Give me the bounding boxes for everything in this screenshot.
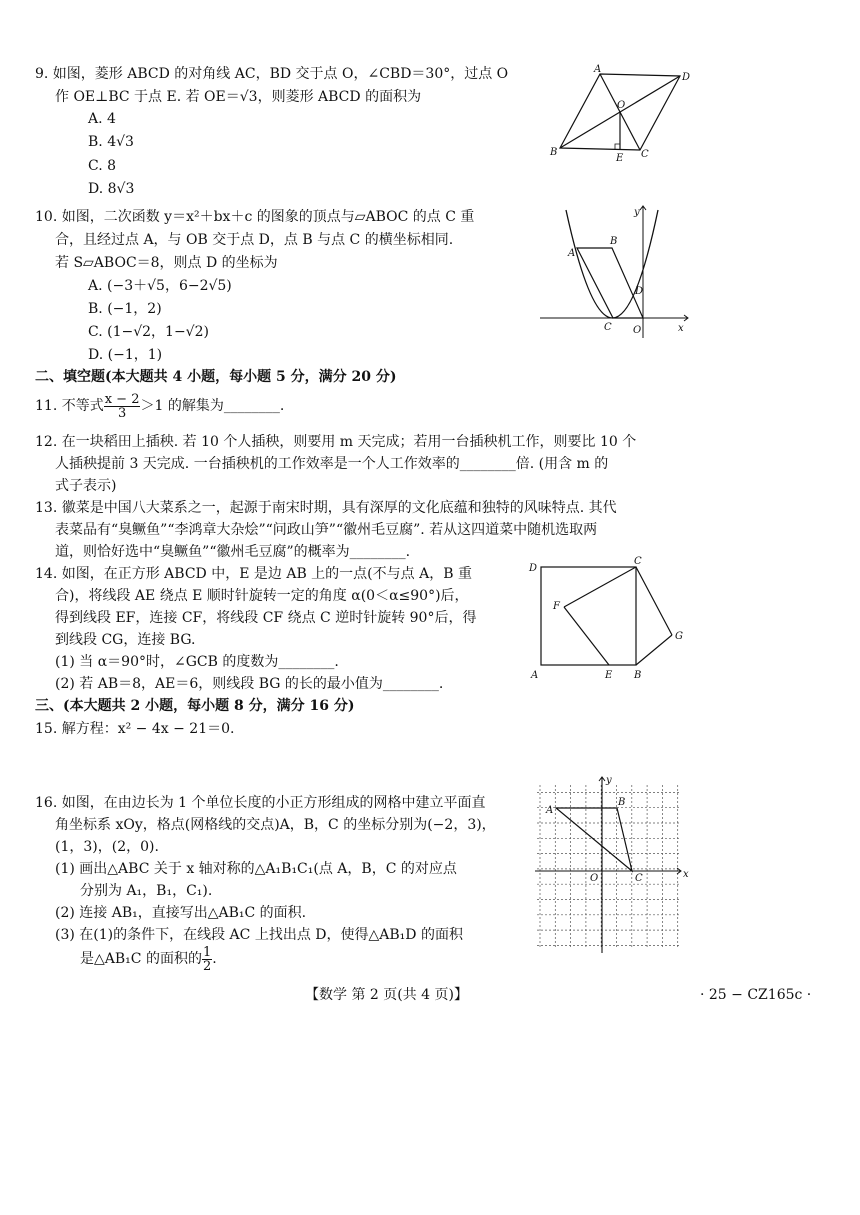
parallelogram-aboc bbox=[577, 248, 643, 318]
q10-option-d: D. (−1，1) bbox=[88, 347, 163, 363]
label-b: B bbox=[610, 236, 618, 247]
label-c: C bbox=[635, 873, 643, 884]
right-angle-mark bbox=[615, 144, 620, 149]
q16-part3-line2 bbox=[80, 944, 217, 974]
section-2-heading: 二、填空题(本大题共 4 小题，每小题 5 分，满分 20 分) bbox=[35, 369, 397, 385]
q16-half-numerator: 1 bbox=[202, 944, 212, 960]
square-abcd bbox=[541, 567, 636, 665]
q9-option-b: B. 4√3 bbox=[88, 134, 134, 150]
q14-line4: 到线段 CG，连接 BG. bbox=[55, 632, 196, 648]
label-f: F bbox=[553, 601, 560, 612]
q14-part1: (1) 当 α＝90°时，∠GCB 的度数为________. bbox=[55, 654, 339, 670]
q14-square-figure bbox=[525, 555, 695, 685]
label-b: B bbox=[618, 797, 626, 808]
label-o: O bbox=[590, 873, 599, 884]
q16-part3-line1: (3) 在(1)的条件下，在线段 AC 上找出点 D，使得△AB₁D 的面积 bbox=[55, 927, 463, 943]
q11-suffix: ＞1 的解集为________. bbox=[140, 398, 285, 414]
q11-prefix: 11. 不等式 bbox=[35, 398, 104, 414]
label-o: O bbox=[617, 100, 626, 111]
label-b: B bbox=[550, 147, 558, 158]
q13-line1: 13. 徽菜是中国八大菜系之一，起源于南宋时期，具有深厚的文化底蕴和独特的风味特点. 其代 bbox=[35, 500, 617, 516]
q10-option-a: A. (−3＋√5，6−2√5) bbox=[88, 278, 232, 294]
q15-line: 15. 解方程：x² − 4x − 21＝0. bbox=[35, 721, 235, 737]
q10-parabola-figure bbox=[540, 200, 700, 340]
q9-option-c: C. 8 bbox=[88, 158, 117, 174]
q12-line3: 式子表示) bbox=[55, 478, 117, 494]
q14-line1: 14. 如图，在正方形 ABCD 中，E 是边 AB 上的一点(不与点 A，B 重 bbox=[35, 566, 472, 582]
label-x: x bbox=[678, 323, 684, 334]
q10-stem-line2: 合，且经过点 A，与 OB 交于点 D，点 B 与点 C 的横坐标相同. bbox=[55, 232, 454, 248]
label-d: D bbox=[635, 286, 644, 297]
q16-part3-prefix: 是△AB₁C 的面积的 bbox=[80, 951, 202, 967]
q10-option-b: B. (−1，2) bbox=[88, 301, 162, 317]
q9-option-a: A. 4 bbox=[88, 111, 116, 127]
label-b: B bbox=[634, 670, 642, 681]
footer-page-info: 【数学 第 2 页(共 4 页)】 bbox=[305, 987, 468, 1003]
q11-denominator: 3 bbox=[117, 405, 127, 421]
q11-fraction bbox=[104, 393, 141, 420]
q16-part3-suffix: . bbox=[212, 951, 217, 967]
label-d: D bbox=[682, 72, 691, 83]
q12-line2: 人插秧提前 3 天完成. 一台插秧机的工作效率是一个人工作效率的________倍. (用含 m 的 bbox=[55, 456, 609, 472]
q12-line1: 12. 在一块稻田上插秧. 若 10 个人插秧，则要用 m 天完成；若用一台插秧机工作，则要比 10 个 bbox=[35, 434, 637, 450]
q9-rhombus-figure bbox=[540, 60, 700, 170]
segment-cg bbox=[636, 567, 672, 635]
label-c: C bbox=[641, 149, 649, 160]
label-a: A bbox=[594, 64, 602, 75]
q13-line3: 道，则恰好选中“臭鳜鱼”“徽州毛豆腐”的概率为________. bbox=[55, 544, 411, 560]
label-a: A bbox=[531, 670, 539, 681]
label-g: G bbox=[675, 631, 683, 642]
q16-part1-line2: 分别为 A₁，B₁，C₁). bbox=[80, 883, 213, 899]
q10-stem-line3: 若 S▱ABOC＝8，则点 D 的坐标为 bbox=[55, 255, 278, 271]
label-o: O bbox=[633, 325, 642, 336]
q14-line2: 合)，将线段 AE 绕点 E 顺时针旋转一定的角度 α(0＜α≤90°)后， bbox=[55, 588, 469, 604]
label-d: D bbox=[529, 563, 538, 574]
footer-code: · 25 − CZ165c · bbox=[700, 987, 812, 1003]
q9-option-d: D. 8√3 bbox=[88, 181, 135, 197]
q11-numerator: x − 2 bbox=[104, 391, 140, 407]
section-3-heading: 三、(本大题共 2 小题，每小题 8 分，满分 16 分) bbox=[35, 698, 355, 714]
q16-line1: 16. 如图，在由边长为 1 个单位长度的小正方形组成的网格中建立平面直 bbox=[35, 795, 486, 811]
q16-grid-figure bbox=[535, 775, 695, 955]
q9-stem-line2: 作 OE⊥BC 于点 E. 若 OE＝√3，则菱形 ABCD 的面积为 bbox=[55, 89, 422, 105]
q16-line3: (1，3)，(2，0). bbox=[55, 839, 159, 855]
q10-option-c: C. (1−√2，1−√2) bbox=[88, 324, 209, 340]
q9-stem-line1: 9. 如图，菱形 ABCD 的对角线 AC，BD 交于点 O，∠CBD＝30°，过点 O bbox=[35, 66, 509, 82]
segment-cf bbox=[564, 567, 636, 607]
q16-line2: 角坐标系 xOy，格点(网格线的交点)A，B，C 的坐标分别为(−2，3)， bbox=[55, 817, 496, 833]
q16-part2: (2) 连接 AB₁，直接写出△AB₁C 的面积. bbox=[55, 905, 307, 921]
segment-bg bbox=[636, 635, 672, 665]
q10-stem-line1: 10. 如图，二次函数 y＝x²＋bx＋c 的图象的顶点与▱ABOC 的点 C 重 bbox=[35, 209, 475, 225]
segment-ef bbox=[564, 607, 609, 665]
label-c: C bbox=[634, 556, 642, 567]
label-e: E bbox=[605, 670, 613, 681]
q16-half-denominator: 2 bbox=[202, 958, 212, 974]
q14-line3: 得到线段 EF，连接 CF，将线段 CF 绕点 C 逆时针旋转 90°后，得 bbox=[55, 610, 477, 626]
label-e: E bbox=[616, 153, 624, 164]
q13-line2: 表菜品有“臭鳜鱼”“李鸿章大杂烩”“问政山笋”“徽州毛豆腐”. 若从这四道菜中随机选取两 bbox=[55, 522, 598, 538]
label-c: C bbox=[604, 322, 612, 333]
q16-half-fraction bbox=[202, 946, 212, 973]
parabola bbox=[566, 210, 658, 318]
q14-part2: (2) 若 AB＝8，AE＝6，则线段 BG 的长的最小值为________. bbox=[55, 676, 444, 692]
label-x: x bbox=[683, 869, 689, 880]
label-a: A bbox=[546, 805, 554, 816]
q16-part1-line1: (1) 画出△ABC 关于 x 轴对称的△A₁B₁C₁(点 A，B，C 的对应点 bbox=[55, 861, 457, 877]
label-y: y bbox=[634, 207, 640, 218]
triangle-abc bbox=[556, 808, 632, 871]
q11-line bbox=[35, 392, 284, 420]
label-y: y bbox=[606, 775, 612, 786]
label-a: A bbox=[568, 248, 576, 259]
